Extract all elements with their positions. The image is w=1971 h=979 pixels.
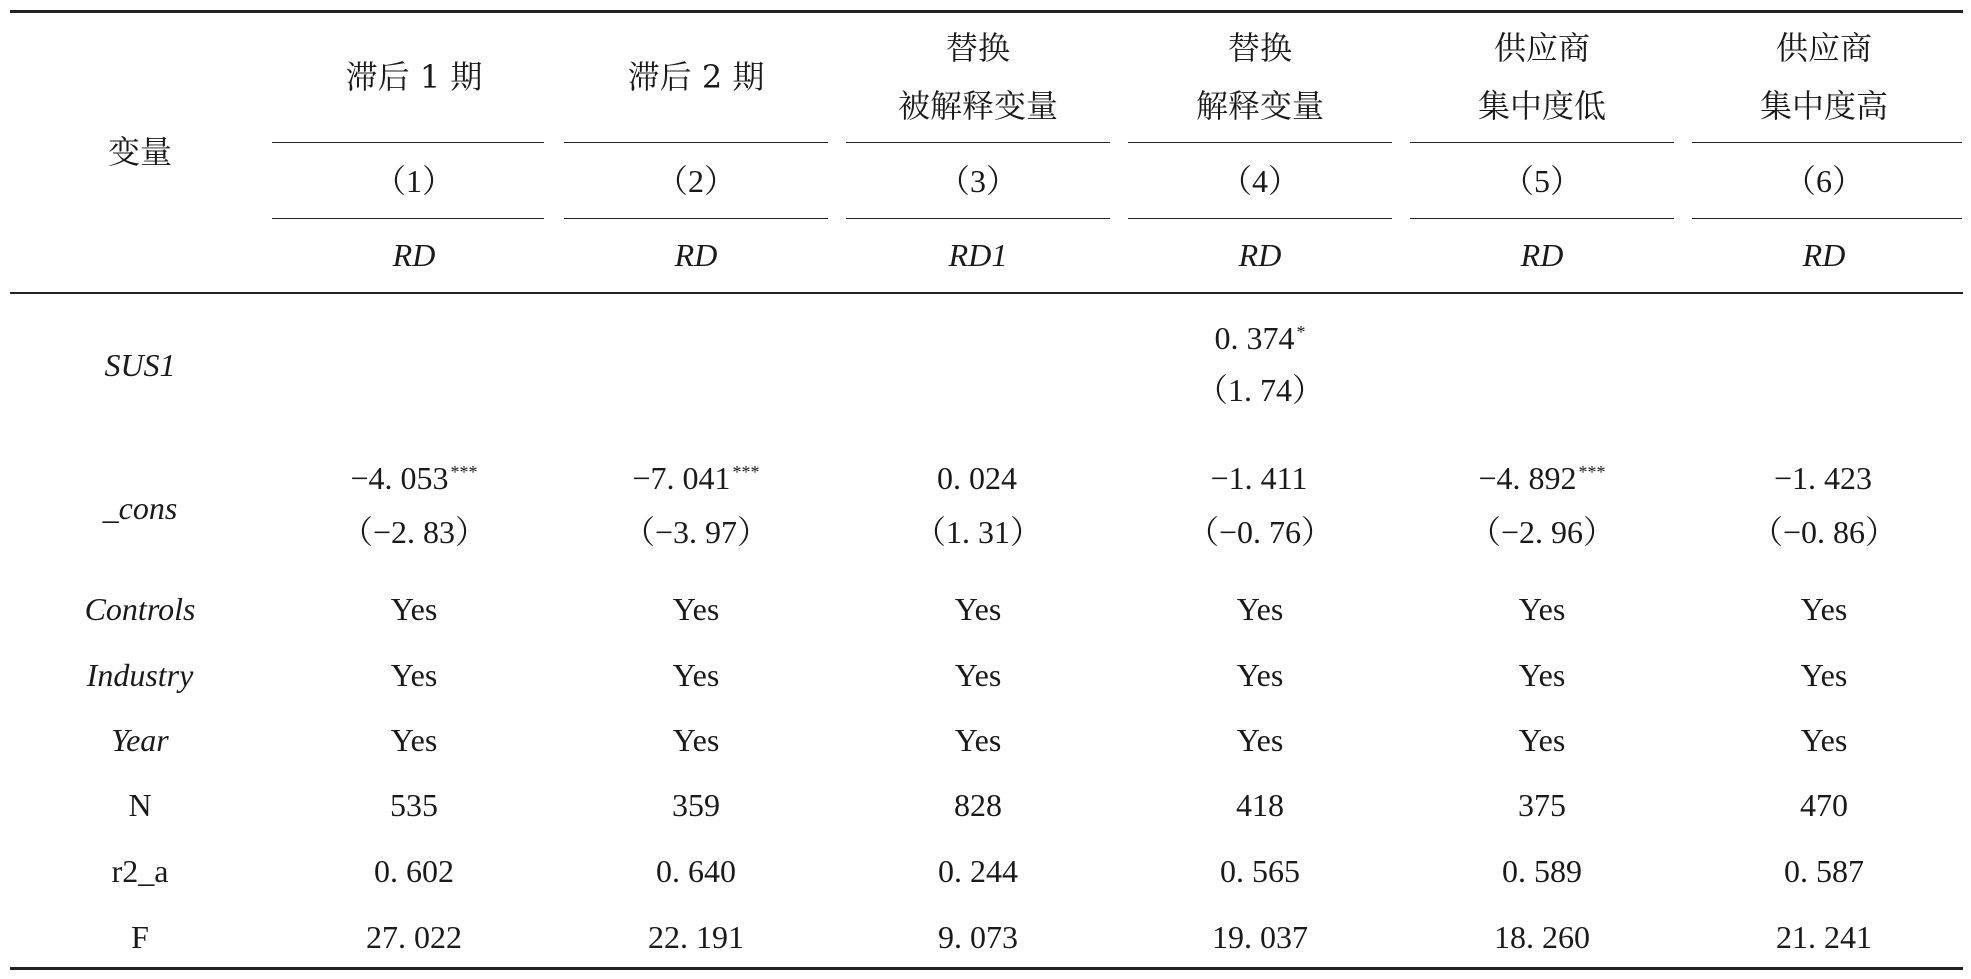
cons-col5-coef-value: −4. 892: [1478, 460, 1577, 496]
header-rule-1-col5: [1410, 142, 1674, 143]
col2-number: （2）: [655, 163, 736, 199]
year-col4: Yes: [1236, 722, 1284, 758]
variable-header: 变量: [107, 133, 172, 171]
col2-depvar: RD: [674, 237, 718, 273]
col6-title-line1: 供应商: [1775, 29, 1872, 67]
row-label-r2a: r2_a: [111, 853, 169, 889]
header-bottom-rule: [10, 292, 1963, 294]
header-rule-2-col4: [1128, 218, 1392, 219]
cons-col1-tstat: （−2. 83）: [340, 514, 488, 550]
cons-col4-coef: [1130, 458, 1390, 498]
col3-title-line2: 被解释变量: [897, 87, 1058, 125]
col1-title: 滞后 1 期: [345, 58, 483, 96]
f-col2: 22. 191: [648, 919, 744, 955]
f-col4: 19. 037: [1212, 919, 1308, 955]
r2a-col4: 0. 565: [1220, 853, 1300, 889]
row-label-industry: Industry: [86, 657, 194, 693]
cons-col1-coef-value: −4. 053: [350, 460, 449, 496]
col5-title-line1: 供应商: [1493, 29, 1590, 67]
year-col5: Yes: [1518, 722, 1566, 758]
row-label-cons: _cons: [102, 490, 178, 526]
industry-col1: Yes: [390, 657, 438, 693]
col3-depvar: RD1: [948, 237, 1008, 273]
industry-col5: Yes: [1518, 657, 1566, 693]
row-label-controls: Controls: [84, 591, 196, 627]
cons-col1-coef: [284, 458, 544, 498]
cons-col6-coef-value: −1. 423: [1773, 460, 1873, 496]
header-rule-2-col3: [846, 218, 1110, 219]
col4-title-line1: 替换: [1227, 29, 1292, 67]
cons-col2-stars: ***: [732, 462, 760, 482]
row-label-n: N: [128, 787, 152, 823]
controls-col6: Yes: [1800, 591, 1848, 627]
row-label-year: Year: [111, 722, 169, 758]
sus1-col4-tstat: （1. 74）: [1195, 372, 1324, 408]
col4-depvar: RD: [1238, 237, 1282, 273]
cons-col3-coef-value: 0. 024: [937, 460, 1017, 496]
col6-depvar: RD: [1802, 237, 1846, 273]
top-rule: [10, 10, 1963, 13]
cons-col4-coef-value: −1. 411: [1210, 460, 1308, 496]
controls-col4: Yes: [1236, 591, 1284, 627]
n-col4: 418: [1236, 787, 1284, 823]
cons-col5-tstat: （−2. 96）: [1468, 514, 1616, 550]
industry-col3: Yes: [954, 657, 1002, 693]
cons-col3-tstat: （1. 31）: [913, 514, 1042, 550]
n-col3: 828: [954, 787, 1002, 823]
cons-col5-coef: [1412, 458, 1672, 498]
r2a-col3: 0. 244: [938, 853, 1018, 889]
f-col3: 9. 073: [938, 919, 1018, 955]
col5-number: （5）: [1501, 163, 1582, 199]
industry-col4: Yes: [1236, 657, 1284, 693]
n-col2: 359: [672, 787, 720, 823]
n-col5: 375: [1518, 787, 1566, 823]
f-col1: 27. 022: [366, 919, 462, 955]
r2a-col5: 0. 589: [1502, 853, 1582, 889]
controls-col5: Yes: [1518, 591, 1566, 627]
col6-number: （6）: [1783, 163, 1864, 199]
year-col6: Yes: [1800, 722, 1848, 758]
industry-col6: Yes: [1800, 657, 1848, 693]
col1-depvar: RD: [392, 237, 436, 273]
row-label-sus1: SUS1: [104, 347, 176, 383]
header-rule-1-col6: [1692, 142, 1962, 143]
col5-title-line2: 集中度低: [1477, 87, 1606, 125]
n-col1: 535: [390, 787, 438, 823]
sus1-col4-stars: *: [1296, 322, 1306, 342]
r2a-col6: 0. 587: [1784, 853, 1864, 889]
col5-depvar: RD: [1520, 237, 1564, 273]
col6-title-line2: 集中度高: [1759, 87, 1888, 125]
header-rule-1-col1: [272, 142, 544, 143]
row-label-f: F: [131, 919, 149, 955]
f-col5: 18. 260: [1494, 919, 1590, 955]
cons-col2-tstat: （−3. 97）: [622, 514, 770, 550]
cons-col5-stars: ***: [1578, 462, 1606, 482]
cons-col6-coef: [1694, 458, 1954, 498]
col4-number: （4）: [1219, 163, 1300, 199]
n-col6: 470: [1800, 787, 1848, 823]
year-col3: Yes: [954, 722, 1002, 758]
controls-col3: Yes: [954, 591, 1002, 627]
controls-col2: Yes: [672, 591, 720, 627]
controls-col1: Yes: [390, 591, 438, 627]
cons-col6-tstat: （−0. 86）: [1750, 514, 1898, 550]
year-col2: Yes: [672, 722, 720, 758]
col4-title-line2: 解释变量: [1195, 87, 1324, 125]
header-rule-2-col6: [1692, 218, 1962, 219]
header-rule-2-col1: [272, 218, 544, 219]
header-rule-1-col4: [1128, 142, 1392, 143]
cons-col1-stars: ***: [450, 462, 478, 482]
col2-title: 滞后 2 期: [627, 58, 765, 96]
r2a-col1: 0. 602: [374, 853, 454, 889]
col3-title-line1: 替换: [945, 29, 1010, 67]
f-col6: 21. 241: [1776, 919, 1872, 955]
cons-col3-coef: [848, 458, 1108, 498]
col3-number: （3）: [937, 163, 1018, 199]
sus1-col4-coef: [1130, 318, 1390, 358]
cons-col2-coef: [566, 458, 826, 498]
header-rule-1-col2: [564, 142, 828, 143]
header-rule-2-col2: [564, 218, 828, 219]
cons-col4-tstat: （−0. 76）: [1186, 514, 1334, 550]
header-rule-2-col5: [1410, 218, 1674, 219]
industry-col2: Yes: [672, 657, 720, 693]
year-col1: Yes: [390, 722, 438, 758]
sus1-col4-coef-value: 0. 374: [1214, 320, 1295, 356]
r2a-col2: 0. 640: [656, 853, 736, 889]
col1-number: （1）: [373, 163, 454, 199]
cons-col2-coef-value: −7. 041: [632, 460, 731, 496]
bottom-rule: [10, 967, 1963, 970]
header-rule-1-col3: [846, 142, 1110, 143]
